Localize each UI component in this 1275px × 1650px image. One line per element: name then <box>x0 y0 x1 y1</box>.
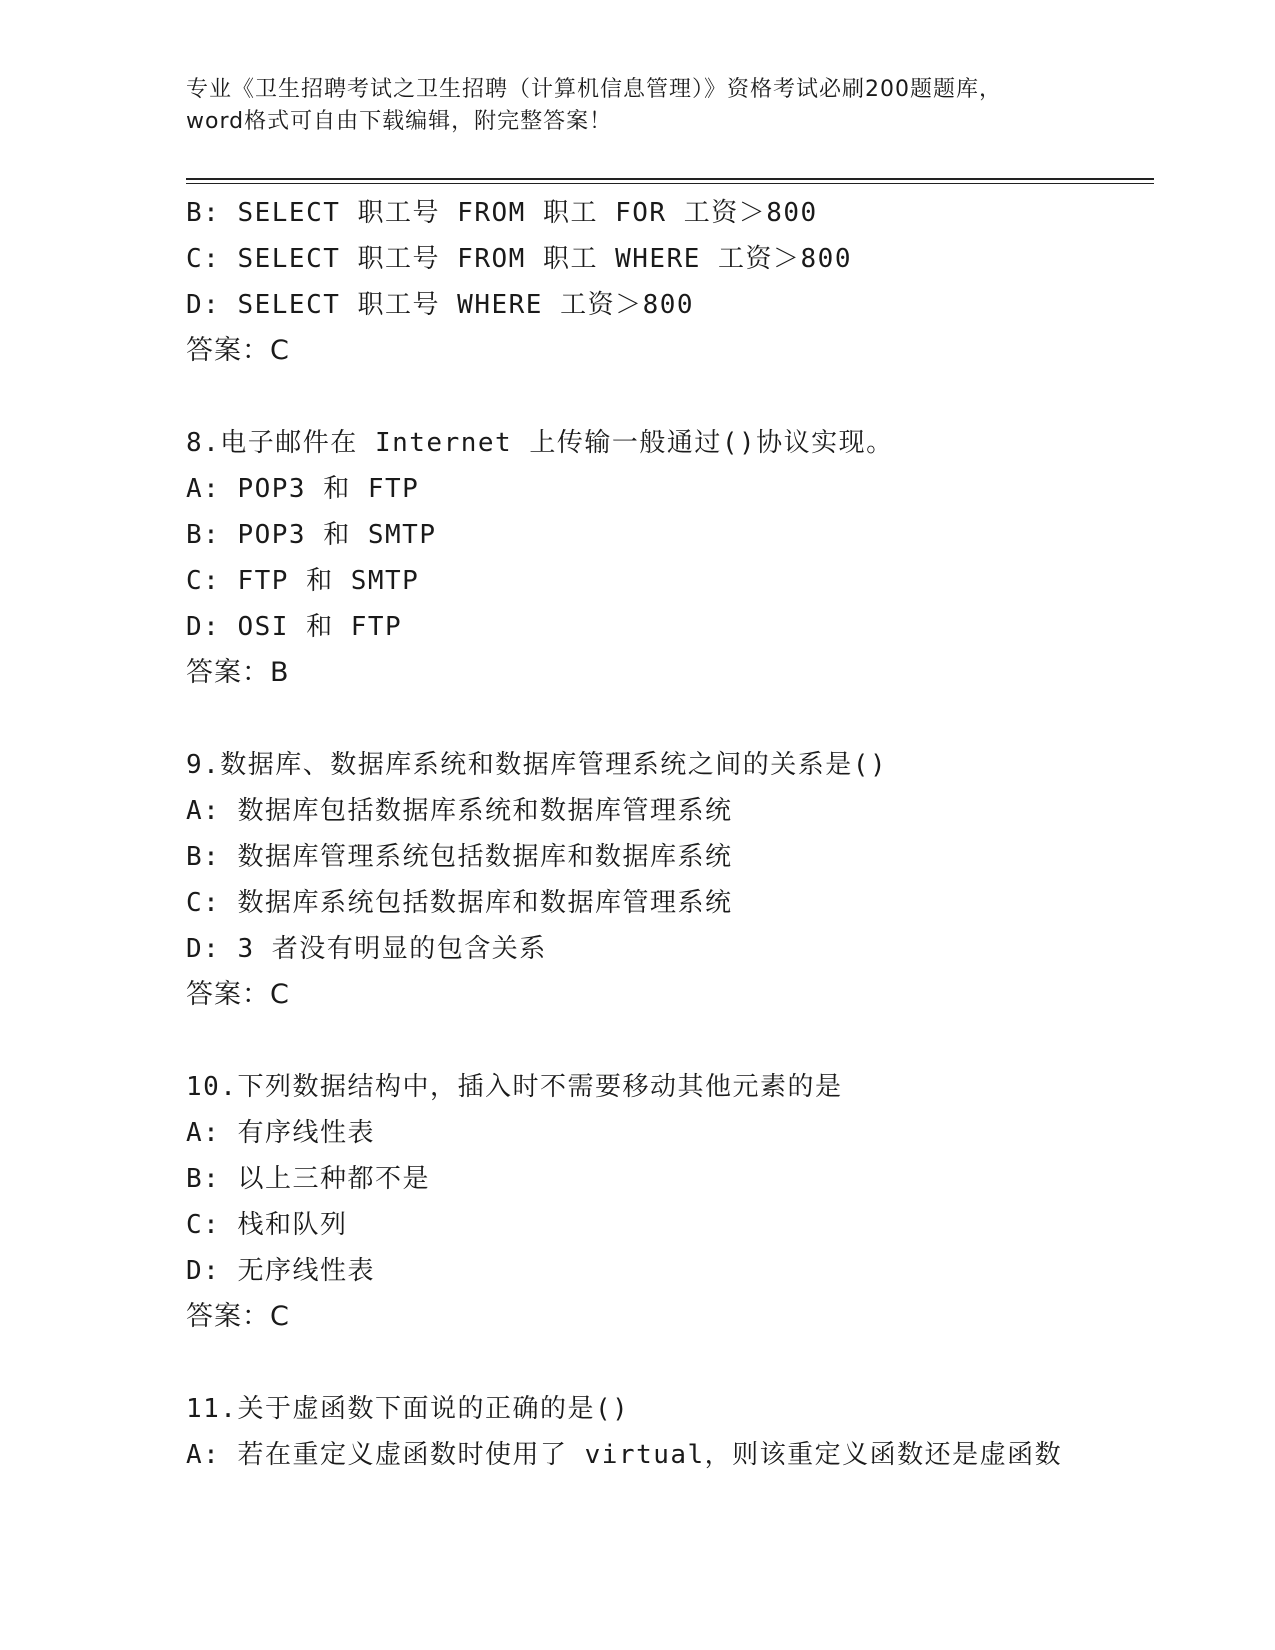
answer: 答案：C <box>186 335 290 366</box>
document-header <box>186 74 1086 138</box>
option-c: C: 栈和队列 <box>186 1210 348 1240</box>
option-a: A: 若在重定义虚函数时使用了 virtual，则该重定义函数还是虚函数 <box>186 1440 1063 1470</box>
answer: 答案：C <box>186 1301 290 1332</box>
option-d: D: OSI 和 FTP <box>186 612 403 642</box>
question-7-tail <box>186 190 1146 374</box>
option-c: C: 数据库系统包括数据库和数据库管理系统 <box>186 888 733 918</box>
question-stem: 8.电子邮件在 Internet 上传输一般通过()协议实现。 <box>186 428 894 458</box>
question-9 <box>186 742 1146 1018</box>
question-list <box>186 190 1146 1478</box>
option-a: A: POP3 和 FTP <box>186 474 420 504</box>
option-b: B: 数据库管理系统包括数据库和数据库系统 <box>186 842 733 872</box>
option-d: D: 3 者没有明显的包含关系 <box>186 934 547 964</box>
option-b: B: POP3 和 SMTP <box>186 520 437 550</box>
option-b: B: 以上三种都不是 <box>186 1164 430 1194</box>
option-a: A: 有序线性表 <box>186 1118 375 1148</box>
answer: 答案：C <box>186 979 290 1010</box>
question-8 <box>186 420 1146 696</box>
header-divider-thick <box>186 178 1154 180</box>
option-d: D: 无序线性表 <box>186 1256 375 1286</box>
option-b: B: SELECT 职工号 FROM 职工 FOR 工资＞800 <box>186 198 818 228</box>
option-a: A: 数据库包括数据库系统和数据库管理系统 <box>186 796 733 826</box>
question-stem: 9.数据库、数据库系统和数据库管理系统之间的关系是() <box>186 750 888 780</box>
option-c: C: FTP 和 SMTP <box>186 566 420 596</box>
header-divider-thin <box>186 183 1154 184</box>
question-stem: 10.下列数据结构中，插入时不需要移动其他元素的是 <box>186 1072 843 1102</box>
question-10 <box>186 1064 1146 1340</box>
option-d: D: SELECT 职工号 WHERE 工资＞800 <box>186 290 695 320</box>
option-c: C: SELECT 职工号 FROM 职工 WHERE 工资＞800 <box>186 244 852 274</box>
header-line-1: 专业《卫生招聘考试之卫生招聘（计算机信息管理）》资格考试必刷200题题库， <box>186 77 1002 102</box>
header-line-2: word格式可自由下载编辑，附完整答案！ <box>186 109 613 134</box>
answer: 答案：B <box>186 657 290 688</box>
question-stem: 11.关于虚函数下面说的正确的是() <box>186 1394 630 1424</box>
question-11 <box>186 1386 1146 1478</box>
